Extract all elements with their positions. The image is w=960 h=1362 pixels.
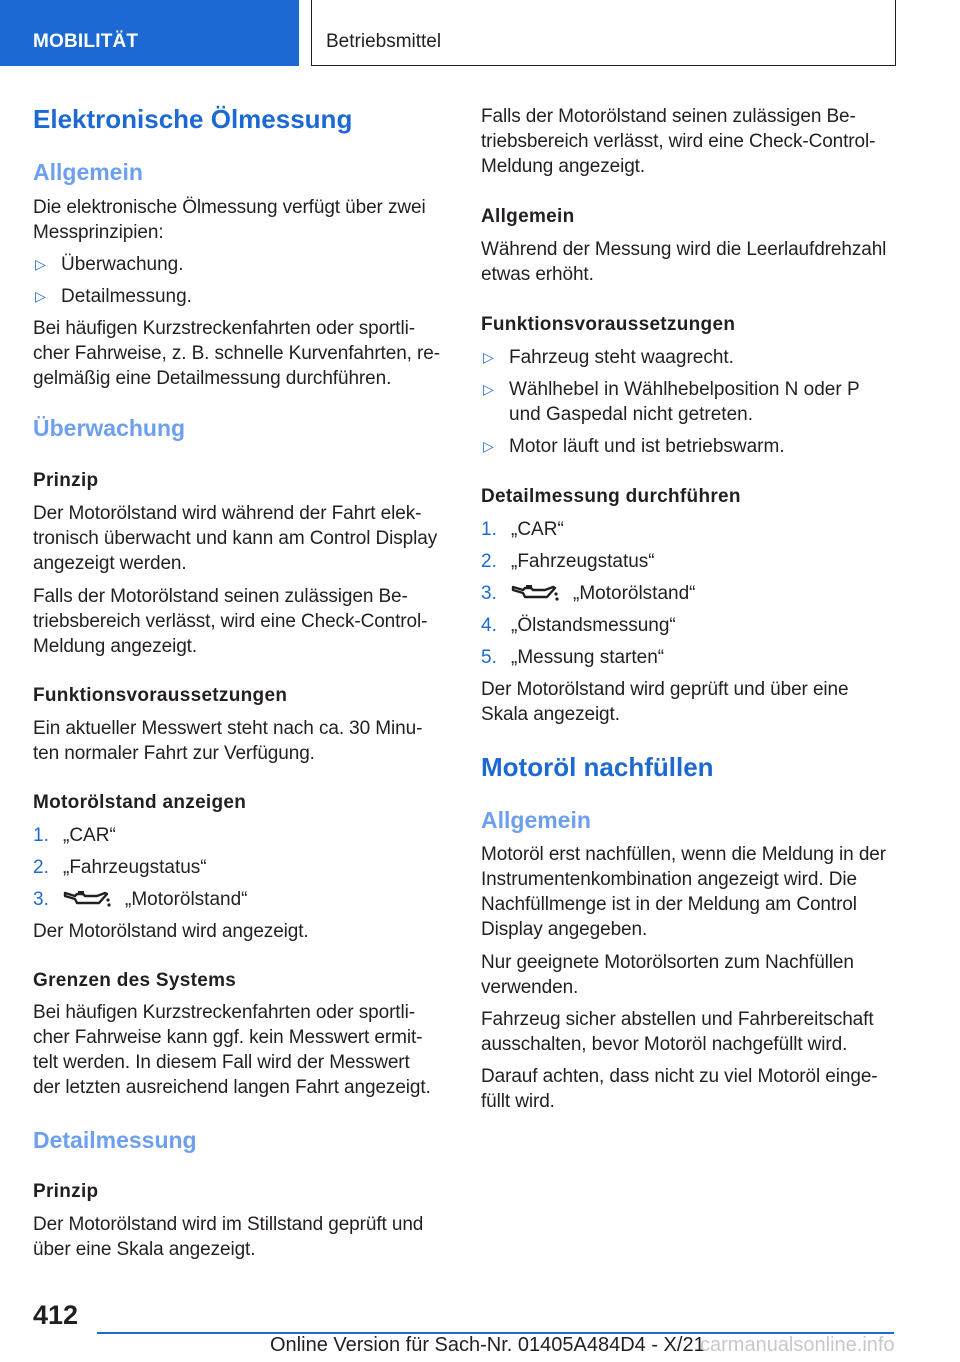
step-item: 4. „Ölstandsmessung“ — [481, 615, 676, 636]
paragraph-recommendation: Bei häufigen Kurzstreckenfahrten oder sportli‐ cher Fahrweise, z. B. schnelle Kurvenfahrten, re‐ gelmäßig eine Detailmessung durchführen. — [33, 318, 440, 389]
heading-allgemein-right: Allgemein — [481, 206, 575, 227]
step-item: 1. „CAR“ — [33, 825, 116, 846]
paragraph-falls-right: Falls der Motorölstand seinen zulässigen Be‐ triebsbereich verlässt, wird eine Check-Control- Meldung angezeigt. — [481, 106, 876, 177]
triangle-right-icon: ▷ — [483, 349, 494, 365]
list-item: ▷ Motor läuft und ist betriebswarm. — [483, 436, 785, 457]
heading-grenzen: Grenzen des Systems — [33, 970, 237, 991]
list-item: ▷ Fahrzeug steht waagrecht. — [483, 347, 734, 368]
heading-funktionsvoraussetzungen: Funktionsvoraussetzungen — [33, 685, 288, 706]
triangle-right-icon: ▷ — [35, 256, 46, 272]
step-item: 2. „Fahrzeugstatus“ — [33, 857, 207, 878]
list-item: ▷ Detailmessung. — [35, 286, 192, 307]
paragraph-nachfuellen-3: Fahrzeug sicher abstellen und Fahrbereitschaft ausschalten, bevor Motoröl nachgefüllt wird. — [481, 1009, 874, 1055]
paragraph-nachfuellen-4: Darauf achten, dass nicht zu viel Motoröl einge‐ füllt wird. — [481, 1066, 878, 1112]
footer-watermark: carmanualsonline.info — [700, 1334, 895, 1356]
heading-detailmessung: Detailmessung — [33, 1127, 197, 1153]
paragraph-intro: Die elektronische Ölmessung verfügt über zwei Messprinzipien: — [33, 197, 426, 243]
step-item: 5. „Messung starten“ — [481, 647, 665, 668]
paragraph-durchfuehren: Der Motorölstand wird geprüft und über eine Skala angezeigt. — [481, 679, 849, 725]
paragraph-prinzip-detail: Der Motorölstand wird im Stillstand geprüft und über eine Skala angezeigt. — [33, 1214, 424, 1260]
heading-anzeigen: Motorölstand anzeigen — [33, 792, 247, 813]
step-item: 3. „Motorölstand“ — [481, 583, 696, 604]
list-item: ▷ Überwachung. — [35, 254, 184, 275]
section-title-nachfuellen: Motoröl nachfüllen — [481, 752, 714, 782]
step-item: 3. „Motorölstand“ — [33, 889, 248, 910]
list-item: ▷ Wählhebel in Wählhebelposition N oder P und Gaspedal nicht getreten. — [483, 379, 860, 425]
paragraph-falls: Falls der Motorölstand seinen zulässigen Be‐ triebsbereich verlässt, wird eine Check-Control- Meldung angezeigt. — [33, 586, 428, 657]
oil-can-icon — [511, 583, 559, 603]
header-chapter-tab: Betriebsmittel — [311, 0, 896, 66]
triangle-right-icon: ▷ — [483, 381, 494, 397]
paragraph-funktion: Ein aktueller Messwert steht nach ca. 30 Minu‐ ten normaler Fahrt zur Verfügung. — [33, 718, 423, 764]
footer-version-text: Online Version für Sach-Nr. 01405A484D4 - X/21 — [270, 1334, 705, 1356]
heading-prinzip-detail: Prinzip — [33, 1181, 99, 1202]
heading-durchfuehren: Detailmessung durchführen — [481, 486, 741, 507]
heading-allgemein-nachfuellen: Allgemein — [481, 807, 591, 833]
paragraph-anzeigen: Der Motorölstand wird angezeigt. — [33, 921, 309, 942]
oil-can-icon — [63, 889, 111, 909]
heading-funktionsvoraussetzungen-right: Funktionsvoraussetzungen — [481, 314, 736, 335]
paragraph-grenzen: Bei häufigen Kurzstreckenfahrten oder sportli‐ cher Fahrweise kann ggf. kein Messwert ermit‐ telt werden. In diesem Fall wird der Messwert der letzten ausreichend langen Fahrt angezeigt. — [33, 1002, 431, 1098]
triangle-right-icon: ▷ — [483, 438, 494, 454]
step-item: 2. „Fahrzeugstatus“ — [481, 551, 655, 572]
heading-ueberwachung: Überwachung — [33, 415, 186, 441]
triangle-right-icon: ▷ — [35, 288, 46, 304]
heading-prinzip: Prinzip — [33, 470, 99, 491]
heading-allgemein: Allgemein — [33, 159, 143, 185]
header-section-tab: MOBILITÄT — [0, 0, 299, 66]
page-number: 412 — [33, 1300, 79, 1330]
paragraph-leerlauf: Während der Messung wird die Leerlaufdrehzahl etwas erhöht. — [481, 239, 887, 285]
paragraph-prinzip: Der Motorölstand wird während der Fahrt elek‐ tronisch überwacht und kann am Control Display angezeigt werden. — [33, 503, 438, 574]
step-item: 1. „CAR“ — [481, 519, 564, 540]
paragraph-nachfuellen-1: Motoröl erst nachfüllen, wenn die Meldung in der Instrumentenkombination angezeigt wird. Die Nachfüllmenge ist in der Meldung am Control Display angegeben. — [481, 844, 886, 940]
page-title: Elektronische Ölmessung — [33, 104, 353, 134]
paragraph-nachfuellen-2: Nur geeignete Motorölsorten zum Nachfüllen verwenden. — [481, 952, 854, 998]
